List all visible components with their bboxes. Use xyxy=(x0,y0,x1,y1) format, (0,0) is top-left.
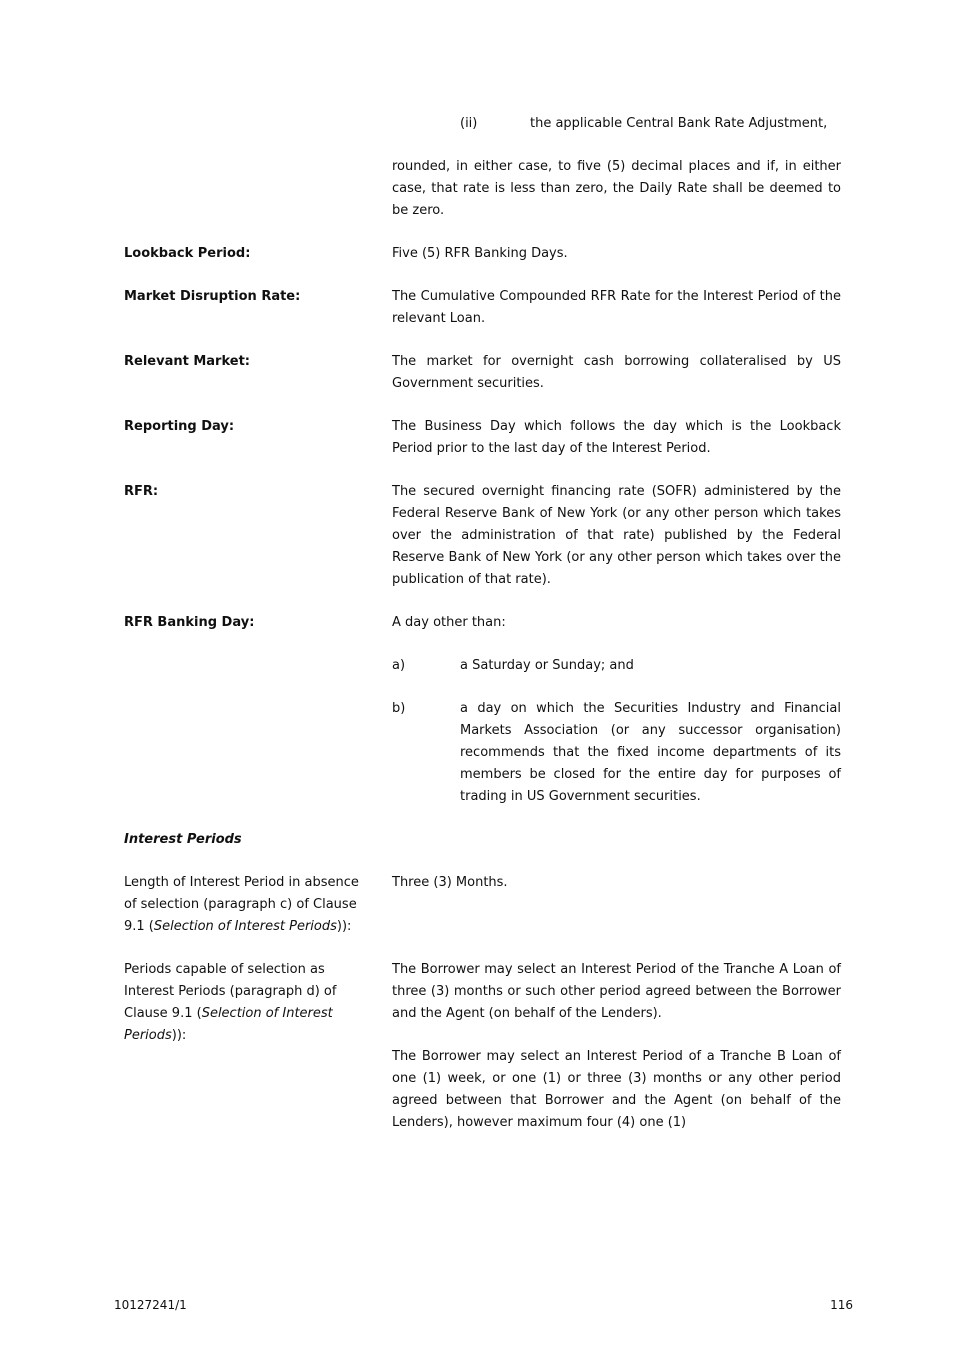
interest-period-label xyxy=(124,872,392,938)
definition-term: Relevant Market: xyxy=(124,354,250,369)
sub-list-marker: a) xyxy=(392,658,406,673)
definition-text: The secured overnight financing rate (SOFR) administered by the Federal Reserve Bank of New York (or any other person which takes over the administration of that rate) published by the Federal Reserve Bank of New York (or any other person which takes over the publication of that rate). xyxy=(392,484,841,587)
definition-row-reporting-day xyxy=(124,416,841,460)
sub-list-text: a day on which the Securities Industry and Financial Markets Association (or any successor organisation) recommends that the fixed income departments of its members be closed for the entire day for purposes of trading in US Government securities. xyxy=(460,701,841,804)
definition-term: RFR Banking Day: xyxy=(124,615,255,630)
clause-ii-marker: (ii) xyxy=(460,116,478,131)
definition-row-market-disruption-rate xyxy=(124,286,841,330)
label-text: Periods capable of selection as Interest Periods (paragraph d) of Clause 9.1 ( xyxy=(124,962,337,1021)
definition-text: The market for overnight cash borrowing collateralised by US Government securities. xyxy=(392,354,841,391)
footer-page-number: 116 xyxy=(830,1298,853,1312)
definition-row-rfr xyxy=(124,481,841,591)
interest-period-row-length xyxy=(124,872,841,938)
definition-text: The Cumulative Compounded RFR Rate for the Interest Period of the relevant Loan. xyxy=(392,289,841,326)
definition-term: Market Disruption Rate: xyxy=(124,289,301,304)
sub-list-text: a Saturday or Sunday; and xyxy=(460,658,634,673)
page-body xyxy=(124,113,841,1155)
label-text-italic: Selection of Interest Periods xyxy=(153,919,337,934)
section-heading-interest-periods: Interest Periods xyxy=(124,832,242,847)
page-footer xyxy=(114,1297,853,1313)
label-text: )): xyxy=(171,1028,187,1043)
definition-term: Lookback Period: xyxy=(124,246,251,261)
sub-list-item-b xyxy=(392,698,841,808)
clause-ii-text: the applicable Central Bank Rate Adjustment, xyxy=(530,116,828,131)
label-text-italic: Selection of Interest Periods xyxy=(124,1006,333,1043)
rfr-banking-day-intro: A day other than: xyxy=(392,615,506,630)
definition-row-rfr-banking-day xyxy=(124,612,841,808)
definition-row-relevant-market xyxy=(124,351,841,395)
interest-period-label xyxy=(124,959,392,1134)
clause-ii-item xyxy=(460,113,841,135)
label-text: Length of Interest Period in absence of selection (paragraph c) of Clause 9.1 ( xyxy=(124,875,359,934)
label-text: )): xyxy=(336,919,352,934)
definition-text xyxy=(392,612,841,808)
footer-document-reference: 10127241/1 xyxy=(114,1298,187,1312)
definition-text: The Business Day which follows the day which is the Lookback Period prior to the last day of the Interest Period. xyxy=(392,419,841,456)
interest-period-value xyxy=(392,959,841,1134)
definition-term: RFR: xyxy=(124,484,159,499)
value-paragraph: The Borrower may select an Interest Period of the Tranche A Loan of three (3) months or such other period agreed between the Borrower and the Agent (on behalf of the Lenders). xyxy=(392,962,841,1021)
sub-list-item-a xyxy=(392,655,841,677)
value-paragraph: The Borrower may select an Interest Period of a Tranche B Loan of one (1) week, or one (1) or three (3) months or any other period agreed between that Borrower and the Agent (on behalf of the Lenders), however maximum four (4) one (1) xyxy=(392,1049,841,1130)
interest-period-value xyxy=(392,872,841,938)
definition-row-lookback-period xyxy=(124,243,841,265)
value-paragraph: Three (3) Months. xyxy=(392,875,508,890)
definition-term: Reporting Day: xyxy=(124,419,235,434)
sub-list-marker: b) xyxy=(392,701,406,716)
definition-text: Five (5) RFR Banking Days. xyxy=(392,246,568,261)
clause-closing-paragraph: rounded, in either case, to five (5) decimal places and if, in either case, that rate is less than zero, the Daily Rate shall be deemed to be zero. xyxy=(392,159,841,218)
interest-period-row-selection xyxy=(124,959,841,1134)
